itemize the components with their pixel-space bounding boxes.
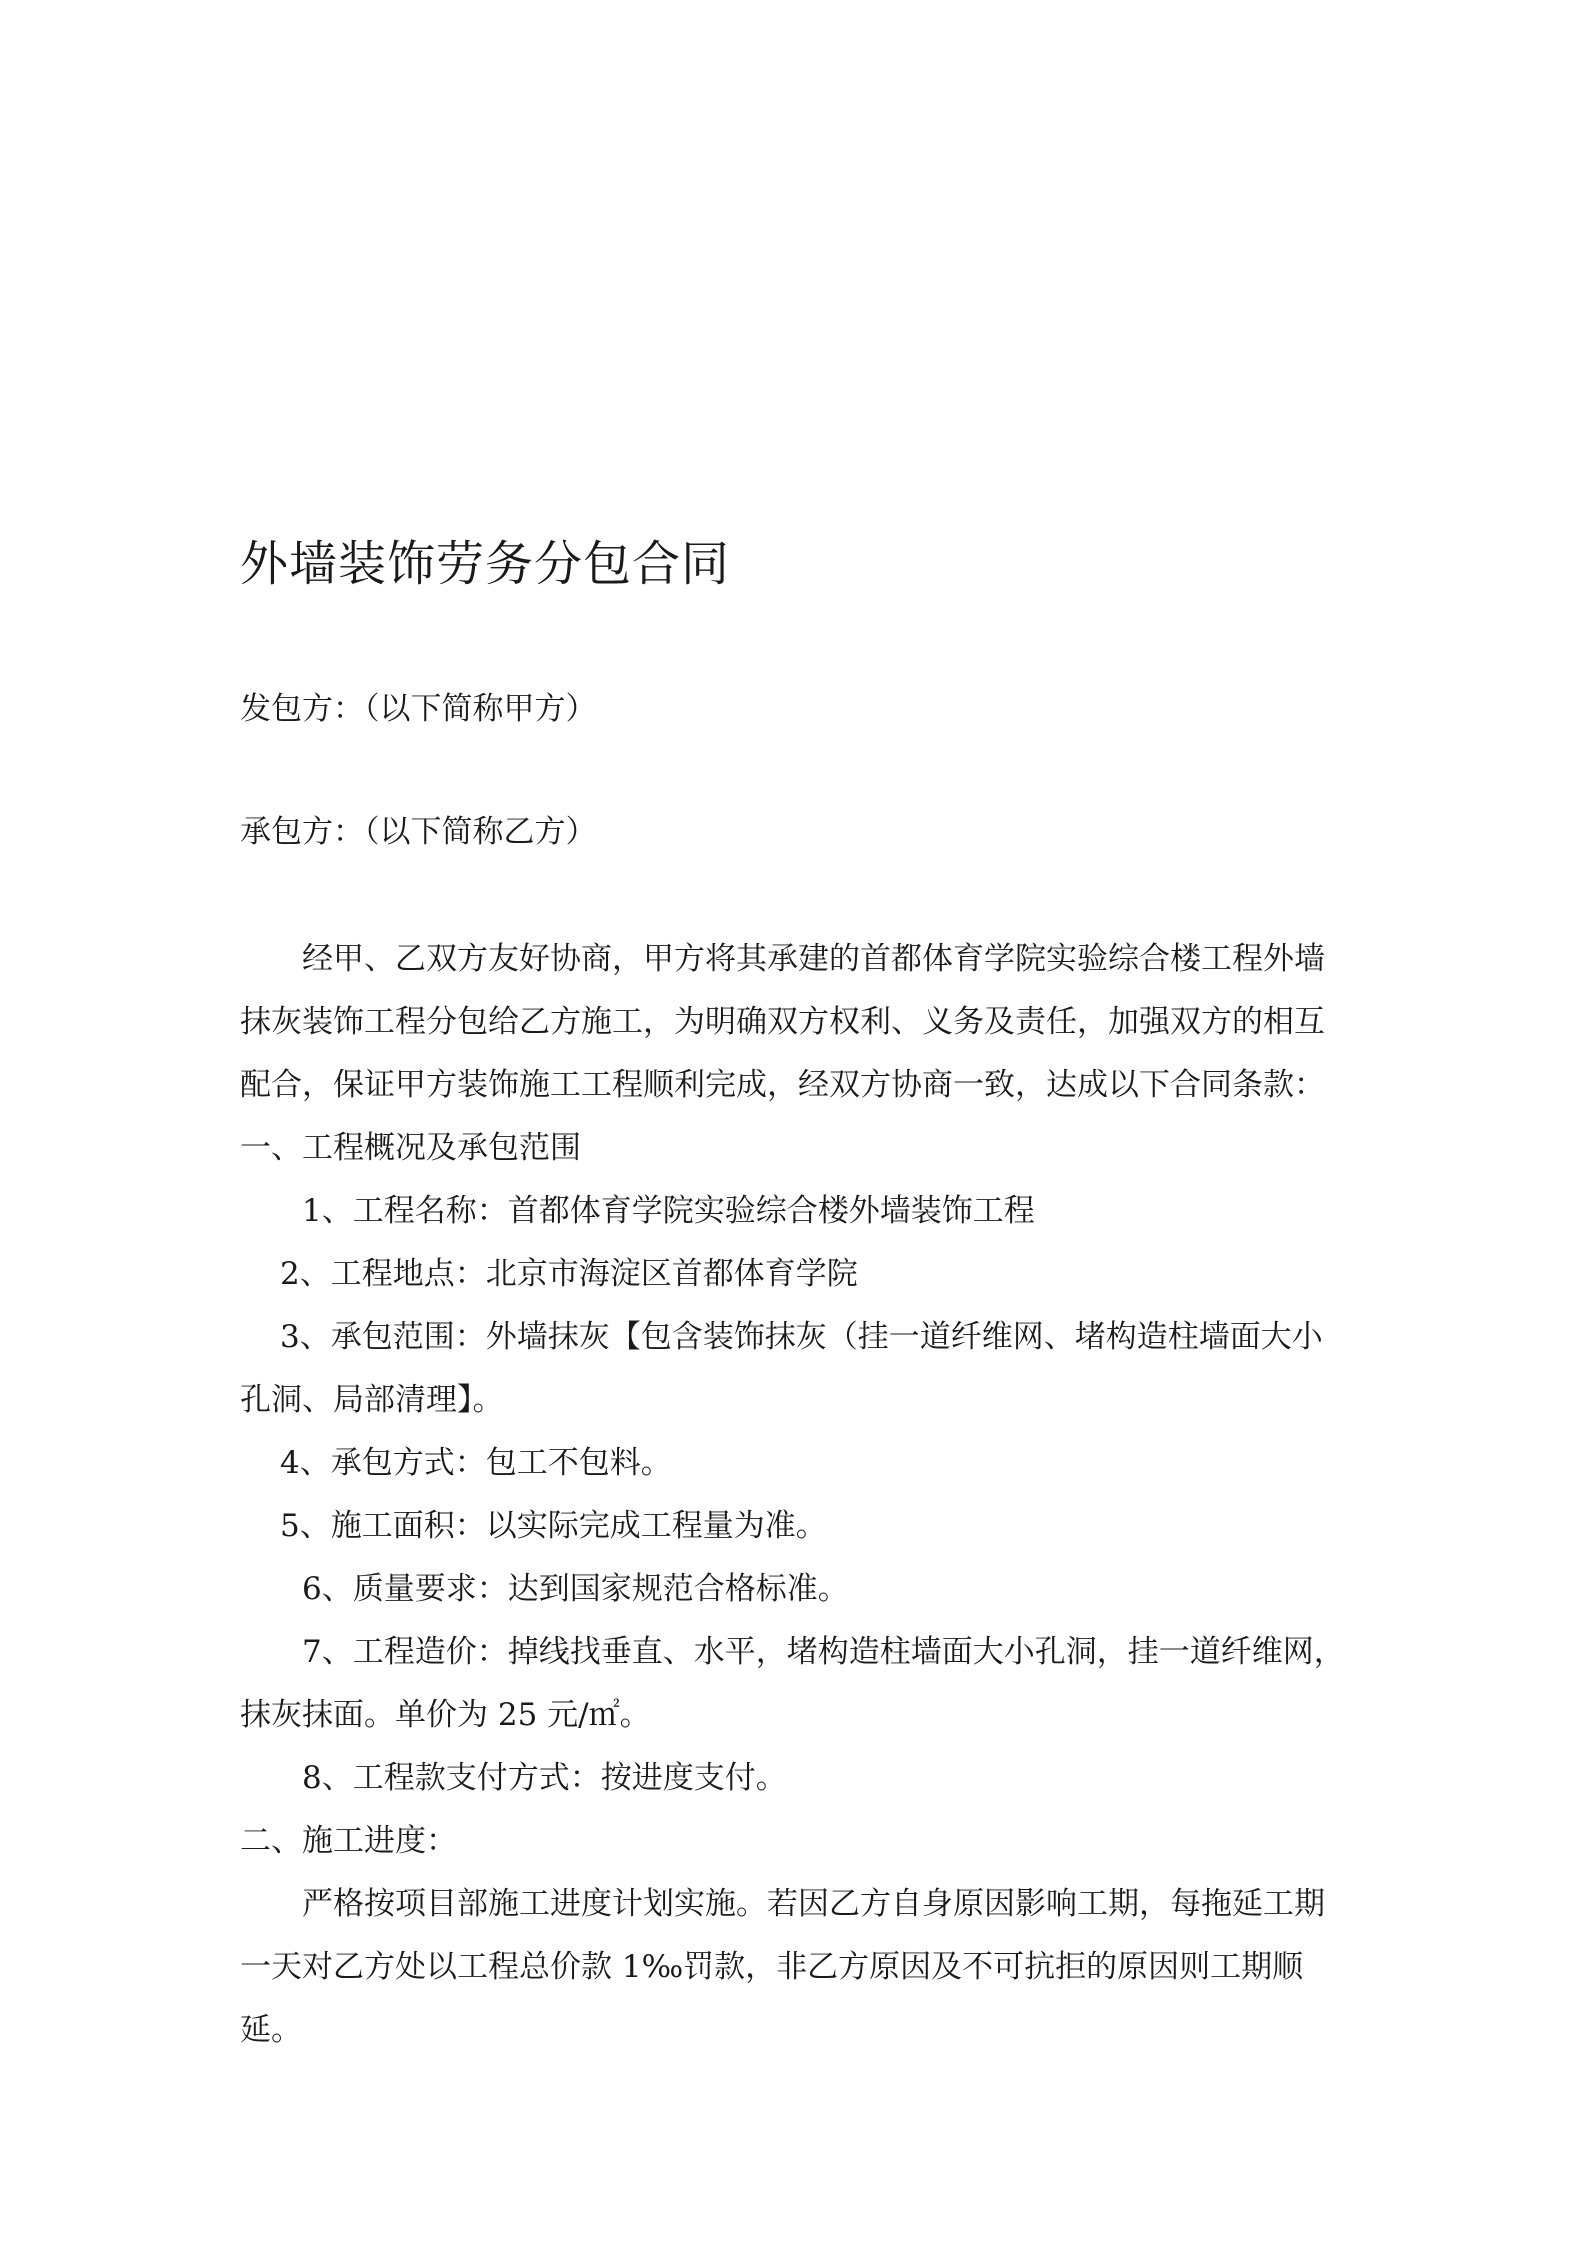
clause-line: 孔洞、局部清理】。 [240,1382,504,1418]
document-title: 外墙装饰劳务分包合同 [240,536,731,592]
clause-line: 6、质量要求：达到国家规范合格标准。 [302,1571,849,1607]
clause-line: 1、工程名称：首都体育学院实验综合楼外墙装饰工程 [302,1193,1035,1229]
intro-line: 配合，保证甲方装饰施工工程顺利完成，经双方协商一致，达成以下合同条款： [240,1067,1325,1103]
intro-line: 抹灰装饰工程分包给乙方施工，为明确双方权利、义务及责任，加强双方的相互 [240,1004,1325,1040]
clause-line: 5、施工面积：以实际完成工程量为准。 [280,1508,827,1544]
section-heading: 二、施工进度： [240,1823,457,1859]
clause-line: 2、工程地点：北京市海淀区首都体育学院 [280,1256,858,1292]
intro-line: 经甲、乙双方友好协商，甲方将其承建的首都体育学院实验综合楼工程外墙 [302,941,1325,977]
schedule-line: 严格按项目部施工进度计划实施。若因乙方自身原因影响工期，每拖延工期 [302,1886,1325,1922]
clause-line: 4、承包方式：包工不包料。 [280,1445,672,1481]
party-a-line: 发包方：（以下简称甲方） [240,691,597,727]
clause-line: 抹灰抹面。单价为 25 元/㎡。 [240,1697,651,1733]
clause-line: 3、承包范围：外墙抹灰【包含装饰抹灰（挂一道纤维网、堵构造柱墙面大小 [280,1319,1323,1355]
clause-line: 8、工程款支付方式：按进度支付。 [302,1760,787,1796]
clause-line: 7、工程造价：掉线找垂直、水平，堵构造柱墙面大小孔洞，挂一道纤维网， [302,1634,1345,1670]
schedule-line: 一天对乙方处以工程总价款 1‰罚款，非乙方原因及不可抗拒的原因则工期顺 [240,1949,1304,1985]
section-heading: 一、工程概况及承包范围 [240,1130,581,1166]
schedule-line: 延。 [240,2012,302,2048]
party-b-line: 承包方：（以下简称乙方） [240,814,597,850]
